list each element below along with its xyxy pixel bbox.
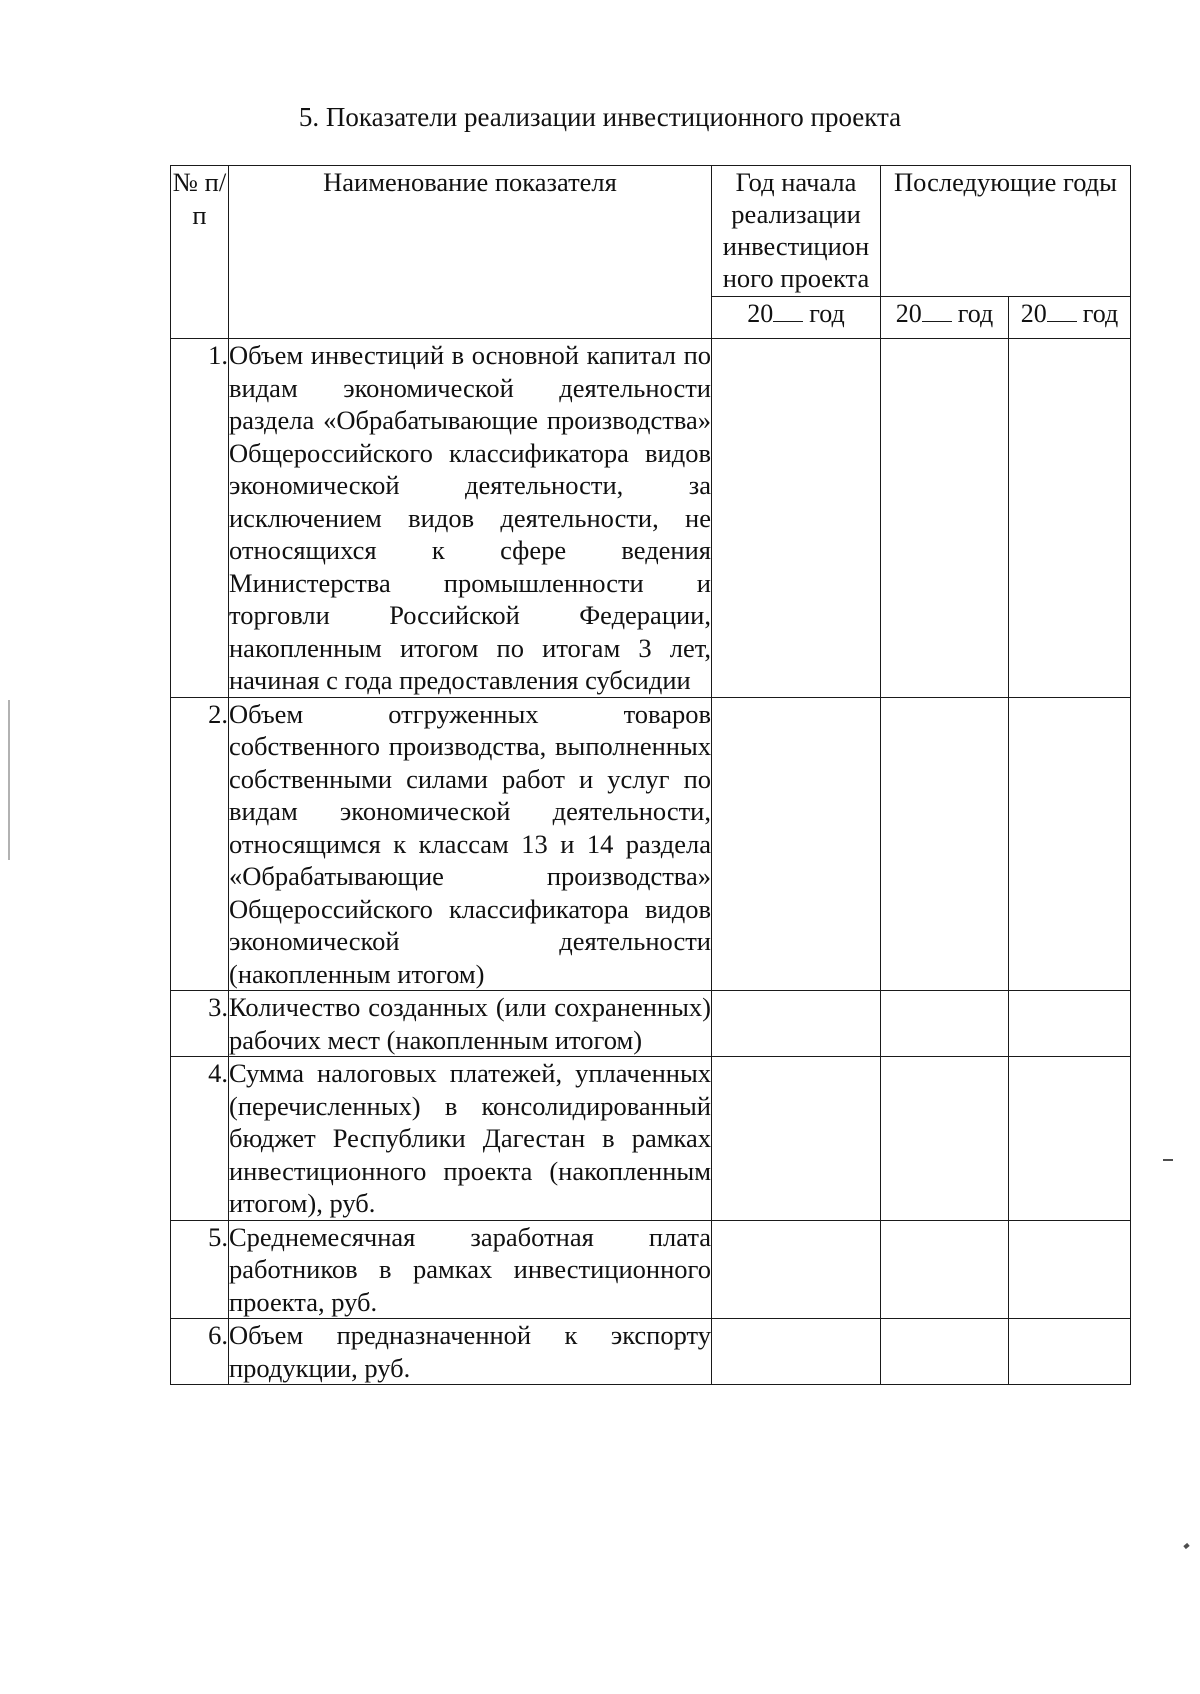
table-row <box>171 339 1131 698</box>
year-prefix: 20 <box>895 299 922 328</box>
value-cell-year-2 <box>881 339 1009 698</box>
value-cell-start-year <box>712 1220 881 1319</box>
value-cell-year-3 <box>1009 991 1131 1057</box>
row-number: 4. <box>171 1057 229 1221</box>
value-cell-year-2 <box>881 1057 1009 1221</box>
header-indicator-name: Наименование показателя <box>229 166 712 339</box>
year-suffix: год <box>957 299 994 328</box>
header-year-cell <box>1009 297 1131 339</box>
year-prefix: 20 <box>747 299 774 328</box>
value-cell-year-2 <box>881 1220 1009 1319</box>
header-year-cell <box>881 297 1009 339</box>
header-year-cell <box>712 297 881 339</box>
row-number: 6. <box>171 1319 229 1385</box>
year-prefix: 20 <box>1020 299 1047 328</box>
value-cell-start-year <box>712 1319 881 1385</box>
scan-speck <box>1163 1159 1173 1161</box>
year-suffix: год <box>1082 299 1119 328</box>
table-row <box>171 1220 1131 1319</box>
value-cell-year-2 <box>881 991 1009 1057</box>
value-cell-year-3 <box>1009 1057 1131 1221</box>
value-cell-year-3 <box>1009 1319 1131 1385</box>
row-number: 2. <box>171 697 229 991</box>
indicator-name: Объем инвестиций в основной капитал по видам экономической деятельности раздела «Обрабатывающие производства» Общероссийского классификатора видов экономической деятельности, за исключением видов деятельности, не относящихся к сфере ведения Министерства промышленности и торговли Российской Федерации, накопленным итогом по итогам 3 лет, начиная с года предоставления субсидии <box>229 340 711 695</box>
value-cell-year-2 <box>881 697 1009 991</box>
indicators-table <box>170 165 1131 1385</box>
indicator-name: Среднемесячная заработная плата работников в рамках инвестиционного проекта, руб. <box>229 1221 711 1317</box>
scan-margin-line <box>8 700 10 860</box>
page-title: 5. Показатели реализации инвестиционного проекта <box>298 102 902 132</box>
table-row <box>171 697 1131 991</box>
value-cell-start-year <box>712 991 881 1057</box>
scan-speck <box>1183 1543 1189 1549</box>
indicator-name: Сумма налоговых платежей, уплаченных (перечисленных) в консолидированный бюджет Республики Дагестан в рамках инвестиционного проекта (накопленным итогом), руб. <box>229 1058 711 1218</box>
header-row <box>171 166 1131 297</box>
header-following-years: Последующие годы <box>881 166 1131 297</box>
table-row <box>171 1057 1131 1221</box>
value-cell-year-2 <box>881 1319 1009 1385</box>
row-number: 5. <box>171 1220 229 1319</box>
value-cell-start-year <box>712 697 881 991</box>
value-cell-year-3 <box>1009 339 1131 698</box>
table-row <box>171 1319 1131 1385</box>
indicator-name: Объем предназначенной к экспорту продукции, руб. <box>229 1320 711 1383</box>
year-blank-line <box>1047 297 1077 322</box>
header-start-year: Год начала реализации инвестицион ного проекта <box>712 166 881 297</box>
indicator-name: Количество созданных (или сохраненных) рабочих мест (накопленным итогом) <box>229 992 711 1055</box>
value-cell-start-year <box>712 339 881 698</box>
indicator-name: Объем отгруженных товаров собственного производства, выполненных собственными силами работ и услуг по видам экономической деятельности, относящимся к классам 13 и 14 раздела «Обрабатывающие производства» Общероссийского классификатора видов экономической деятельности (накопленным итогом) <box>229 698 711 989</box>
year-suffix: год <box>809 299 845 328</box>
header-number: № п/п <box>171 166 229 339</box>
value-cell-year-3 <box>1009 1220 1131 1319</box>
value-cell-start-year <box>712 1057 881 1221</box>
row-number: 1. <box>171 339 229 698</box>
value-cell-year-3 <box>1009 697 1131 991</box>
table-row <box>171 991 1131 1057</box>
row-number: 3. <box>171 991 229 1057</box>
year-blank-line <box>922 297 952 322</box>
year-blank-line <box>773 297 803 322</box>
